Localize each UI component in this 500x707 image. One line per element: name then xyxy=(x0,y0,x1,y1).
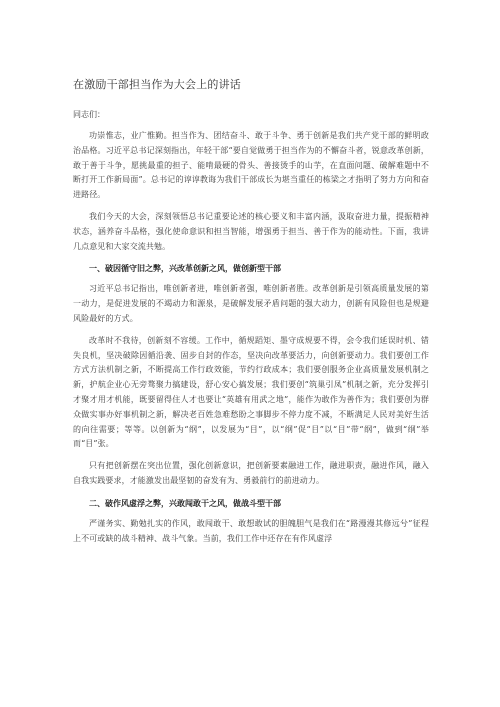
section-1-paragraph-3: 只有把创新摆在突出位置，强化创新意识，把创新要素融进工作，融进职责，融进作风，融入自我实践要求，才能激发出最坚韧的奋发有为、勇毅前行的前进动力。 xyxy=(73,461,429,485)
section-1-paragraph-2: 改革时不我待，创新刻不容缓。工作中，循规蹈矩、墨守成规要不得，会令我们延误时机、错失良机，坚决破除因循沿袭、固步自封的作态，坚决向改革要活力，向创新要动力。我们要创工作方式方法机制之新，不断提高工作行政效能，节约行政成本；我们要创服务企业高质量发展机制之新，护航企业心无旁骛聚力搞建设，舒心安心搞发展；我们要创“筑巢引凤”机制之新，充分发挥引才聚才用才机能，既要留得住人才也要让“英雄有用武之地”，能作为敢作为善作为；我们要创为群众做实事办好事机制之新，解决老百姓急难愁盼之事脚步不停力度不减，不断满足人民对美好生活的向往需要；等等。以创新为“纲”，以发展为“目”，以“纲”促“目”以“目”带“纲”，做到“纲”举而“目”张。 xyxy=(73,335,429,449)
document-title: 在激励干部担当作为大会上的讲话 xyxy=(73,78,241,91)
section-heading-2: 二、破作风虚浮之弊，兴敢闯敢干之风，做战斗型干部 xyxy=(89,498,281,508)
section-1-paragraph-1: 习近平总书记指出，唯创新者进，唯创新者强，唯创新者胜。改革创新是引领高质量发展的第一动力，是促进发展的不竭动力和源泉，是破解发展矛盾问题的强大动力，创新有风险但也是规避风险最好的方式。 xyxy=(73,284,429,323)
document-body xyxy=(73,78,429,546)
intro-paragraph-1: 功崇惟志，业广惟勤。担当作为、团结奋斗、敢于斗争、勇于创新是我们共产党干部的鲜明政治品格。习近平总书记深刻指出，年轻干部“要自觉做勇于担当作为的不懈奋斗者，锐意改革创新，敢于善于斗争，愿挑最重的担子、能啃最硬的骨头、善接烫手的山芋，在直面问题、破解难题中不断打开工作新局面”。总书记的谆谆教诲为我们干部成长为堪当重任的栋梁之才指明了努力方向和奋进路径。 xyxy=(73,131,429,200)
section-heading-1: 一、破因循守旧之弊，兴改革创新之风，做创新型干部 xyxy=(89,264,281,274)
salutation: 同志们： xyxy=(73,110,105,119)
section-2-paragraph-1: 严谨务实、勤勉扎实的作风，敢闯敢干、敢想敢试的胆魄胆气是我们在“路漫漫其修远兮”征程上不可或缺的战斗精神、战斗气象。当前，我们工作中还存在有作风虚浮 xyxy=(73,518,430,543)
intro-paragraph-2: 我们今天的大会，深刻领悟总书记重要论述的核心要义和丰富内涵，汲取奋进力量，提振精神状态，涵养奋斗品格，强化使命意识和担当智能，增强勇于担当、善于作为的能动性。下面，我讲几点意见和大家交流共勉。 xyxy=(73,211,429,251)
